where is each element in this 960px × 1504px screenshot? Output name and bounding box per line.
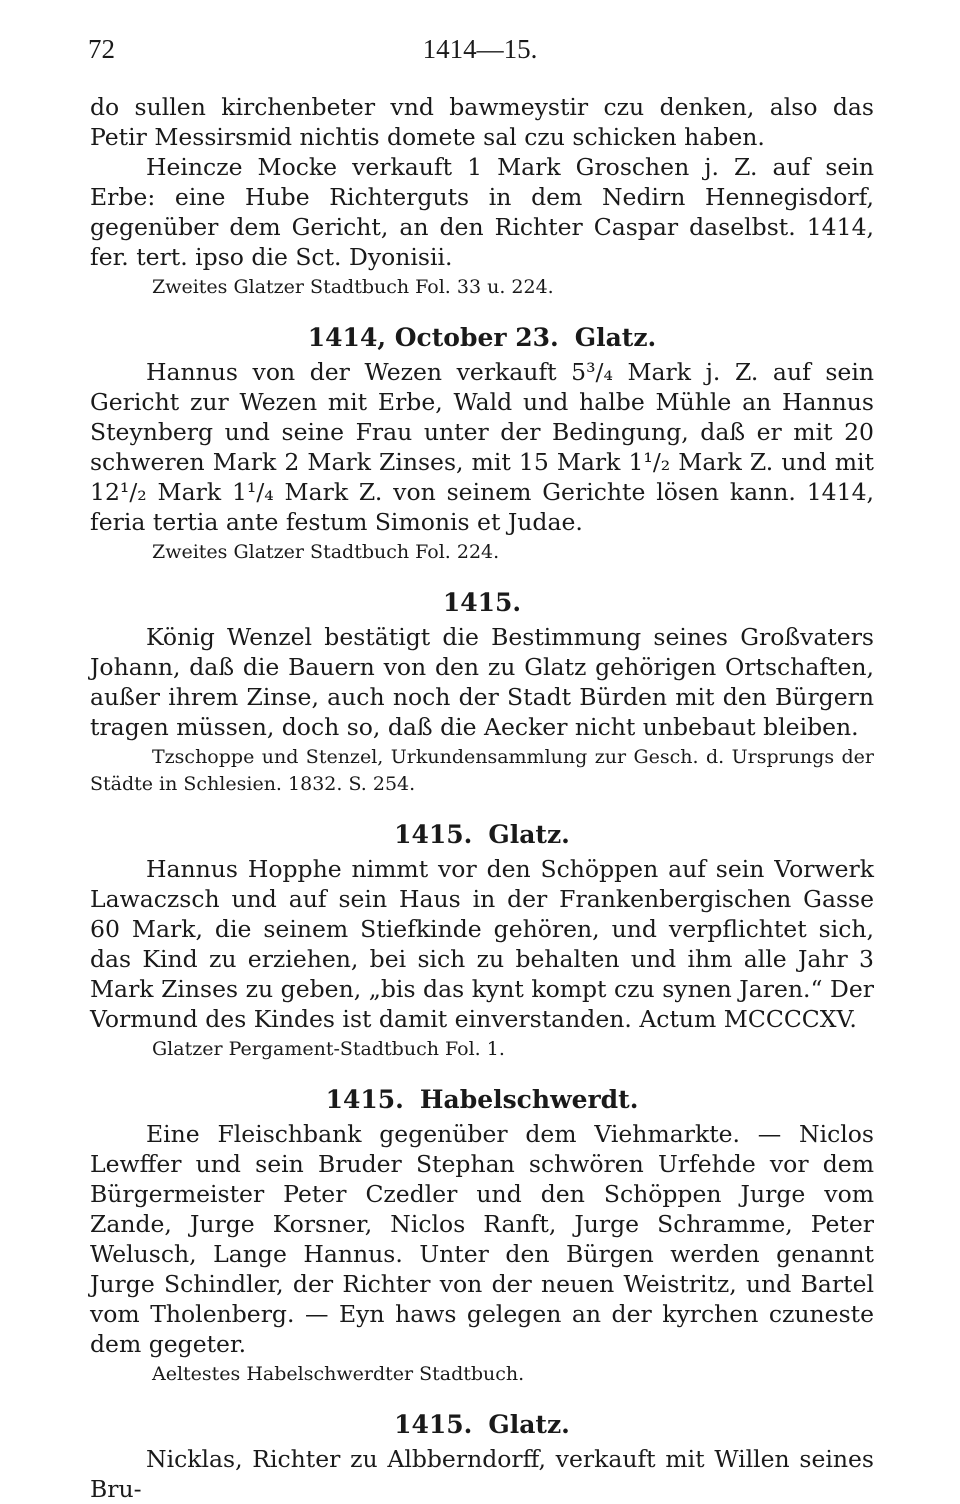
entry-text: König Wenzel bestätigt die Bestimmung seines Großvaters Johann, daß die Bauern von den zu Glatz gehörigen Ortschaften, außer ihrem Zinse, auch noch der Stadt Bürden mit den Bürgern tragen müssen, doch so, daß die Aecker nicht unbebaut bleiben. (90, 623, 874, 741)
source-citation: Aeltestes Habelschwerdter Stadtbuch. (152, 1363, 525, 1385)
running-title: 1414—15. (422, 34, 538, 64)
entry-heading (90, 323, 874, 353)
page-content (90, 92, 874, 1504)
entry-place: Glatz. (488, 1410, 570, 1439)
entry-text: Nicklas, Richter zu Albberndorff, verkauft mit Willen seines Bru- (90, 1445, 874, 1503)
entry-place: Habelschwerdt. (419, 1085, 639, 1114)
entry-date: 1415. (325, 1085, 404, 1114)
entry-date: 1415. (442, 588, 522, 617)
page-number: 72 (88, 34, 115, 64)
source-citation: Tzschoppe und Stenzel, Urkundensammlung zur Gesch. d. Ursprungs der Städte in Schlesien. 1832. S. 254. (90, 746, 874, 795)
entry-text: Hannus von der Wezen verkauft 5³/₄ Mark j. Z. auf sein Gericht zur Wezen mit Erbe, Wald und halbe Mühle an Hannus Steynberg und seine Frau unter der Bedingung, daß er mit 20 schweren Mark 2 Mark Zinses, mit 15 Mark 1¹/₂ Mark Z. und mit 12¹/₂ Mark 1¹/₄ Mark Z. von seinem Gerichte lösen kann. 1414, feria tertia ante festum Simonis et Judae. (90, 358, 874, 536)
entry-place: Glatz. (574, 323, 657, 352)
entry-place: Glatz. (488, 820, 570, 849)
entry-heading (90, 820, 874, 850)
entry-text: Eine Fleischbank gegenüber dem Viehmarkte. — Niclos Lewffer und sein Bruder Stephan schwören Urfehde vor dem Bürgermeister Peter Czedler und den Schöppen Jurge vom Zande, Jurge Korsner, Niclos Ranft, Jurge Schramme, Peter Welusch, Lange Hannus. Unter den Bürgen werden genannt Jurge Schindler, der Richter von der neuen Weistritz, und Bartel vom Tholenberg. — Eyn haws gelegen an der kyrchen czuneste dem gegeter. (90, 1120, 874, 1358)
source-citation: Zweites Glatzer Stadtbuch Fol. 33 u. 224. (152, 276, 554, 298)
entry-date: 1414, October 23. (307, 323, 559, 352)
entry-text: Heincze Mocke verkauft 1 Mark Groschen j. Z. auf sein Erbe: eine Hube Richterguts in dem Nedirn Hennegisdorf, gegenüber dem Gericht, an den Richter Caspar daselbst. 1414, fer. tert. ipso die Sct. Dyonisii. (90, 153, 874, 271)
source-citation: Glatzer Pergament-Stadtbuch Fol. 1. (152, 1038, 505, 1060)
entry-date: 1415. (394, 820, 473, 849)
source-citation: Zweites Glatzer Stadtbuch Fol. 224. (152, 541, 500, 563)
entry-heading (90, 1085, 874, 1115)
entry-heading (90, 1410, 874, 1440)
running-head (88, 34, 872, 70)
entry-heading (90, 588, 874, 618)
continued-text: do sullen kirchenbeter vnd bawmeystir czu denken, also das Petir Messirsmid nichtis domete sal czu schicken haben. (90, 93, 874, 151)
entry-text: Hannus Hopphe nimmt vor den Schöppen auf sein Vorwerk Lawaczsch und auf sein Haus in der Frankenbergischen Gasse 60 Mark, die seinem Stiefkinde gehören, und verpflichtet sich, das Kind zu erziehen, bei sich zu behalten und ihm alle Jahr 3 Mark Zinses zu geben, „bis das kynt kompt czu synen Jaren.“ Der Vormund des Kindes ist damit einverstanden. Actum MCCCCXV. (90, 855, 874, 1033)
entry-date: 1415. (394, 1410, 473, 1439)
